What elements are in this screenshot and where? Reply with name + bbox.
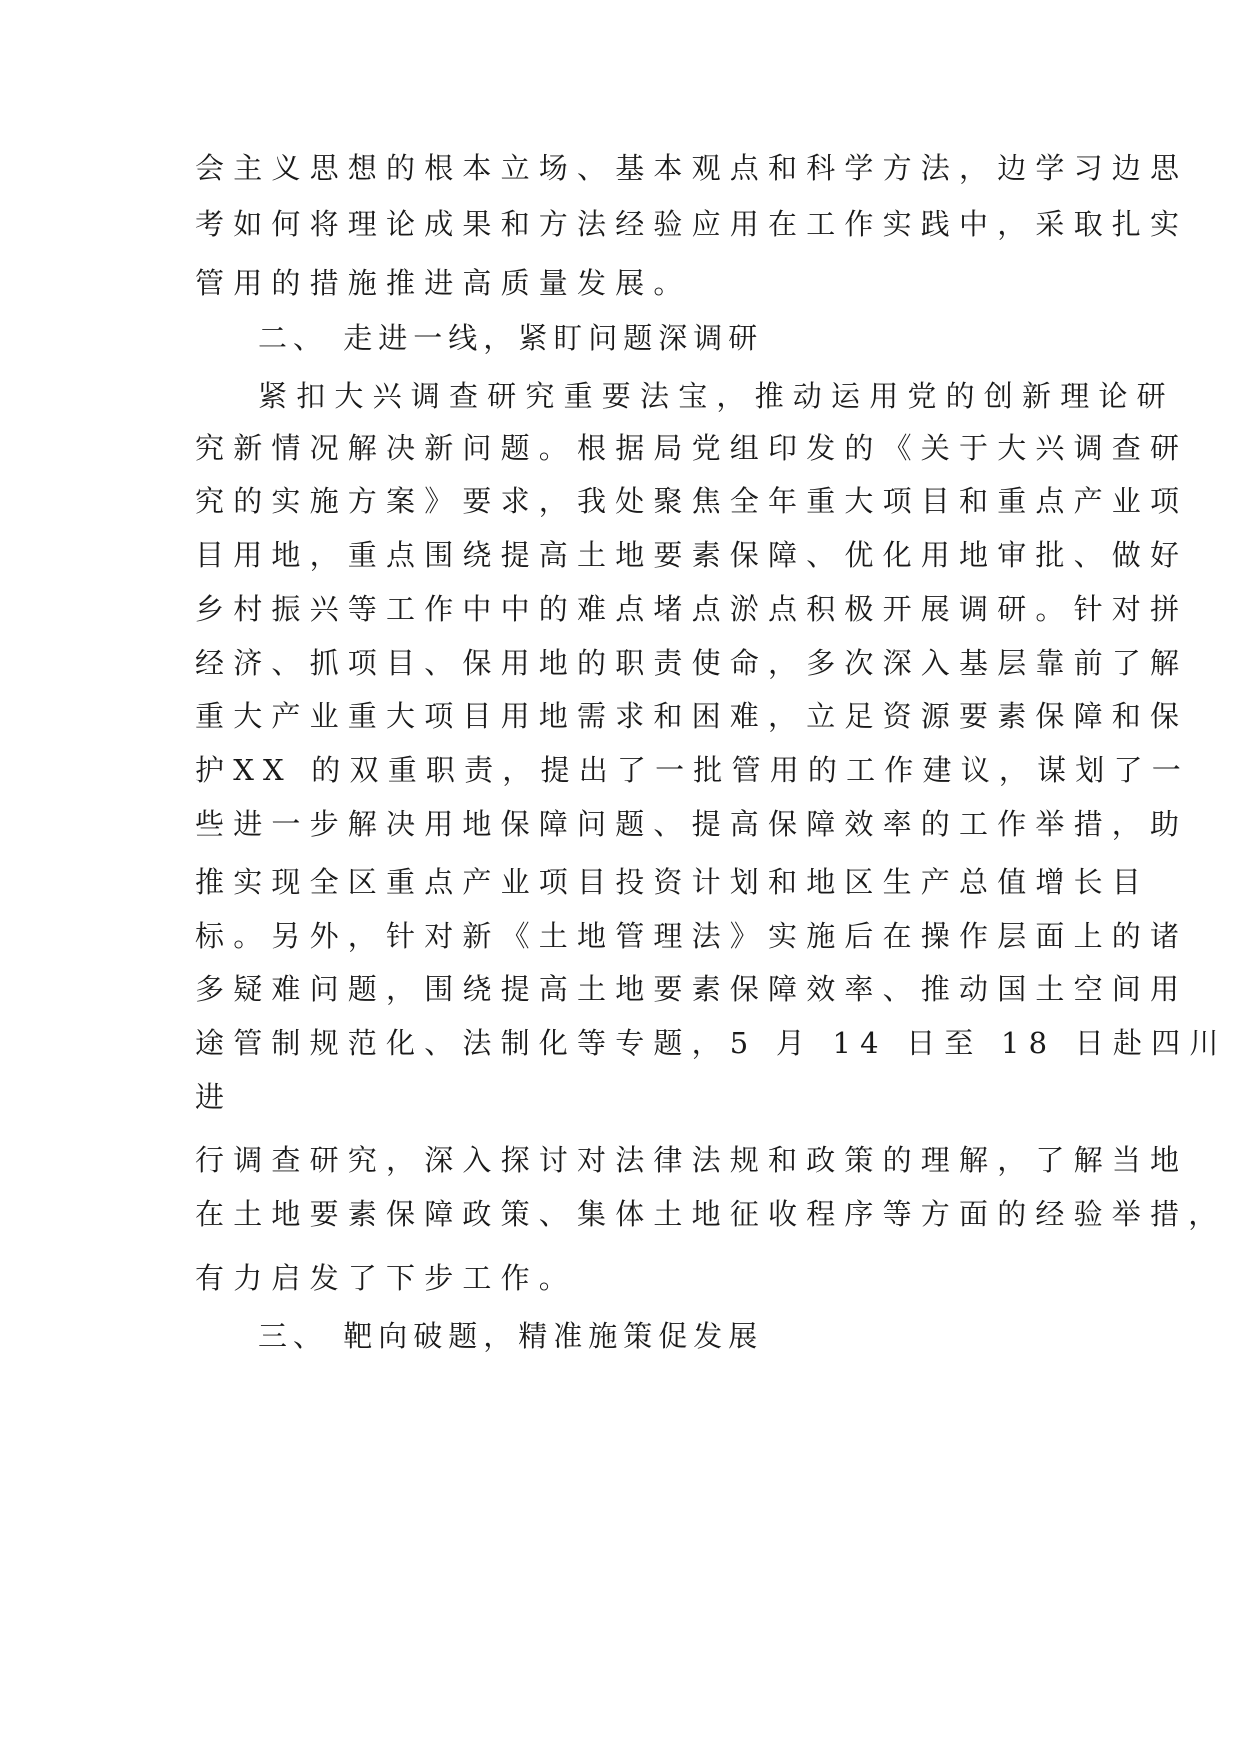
body-text-line: 紧扣大兴调查研究重要法宝，推动运用党的创新理论研 — [258, 379, 1175, 413]
body-text-line: 在土地要素保障政策、集体土地征收程序等方面的经验举措， — [195, 1197, 1227, 1231]
body-text-line: 行调查研究，深入探讨对法律法规和政策的理解，了解当地 — [195, 1143, 1189, 1177]
body-text-line: 有力启发了下步工作。 — [195, 1261, 578, 1295]
body-text-line: 些进一步解决用地保障问题、提高保障效率的工作举措，助 — [195, 807, 1189, 841]
body-text-line: 途管制规范化、法制化等专题，5 月 14 日至 18 日赴四川 — [195, 1026, 1228, 1060]
body-text-line: 推实现全区重点产业项目投资计划和地区生产总值增长目 — [195, 865, 1151, 899]
body-text-line: 进 — [195, 1080, 234, 1114]
body-text-line: 究新情况解决新问题。根据局党组印发的《关于大兴调查研 — [195, 431, 1189, 465]
body-text-line: 乡村振兴等工作中中的难点堵点淤点积极开展调研。针对拼 — [195, 592, 1189, 626]
body-text-line: 管用的措施推进高质量发展。 — [195, 266, 692, 300]
body-text-line: 多疑难问题，围绕提高土地要素保障效率、推动国土空间用 — [195, 972, 1189, 1006]
body-text-line: 标。另外，针对新《土地管理法》实施后在操作层面上的诸 — [195, 919, 1189, 953]
section-heading-2: 二、 走进一线，紧盯问题深调研 — [258, 321, 764, 355]
body-text-line: 经济、抓项目、保用地的职责使命，多次深入基层靠前了解 — [195, 646, 1189, 680]
body-text-line: 护XX 的双重职责，提出了一批管用的工作建议，谋划了一 — [195, 753, 1190, 787]
body-text-line: 会主义思想的根本立场、基本观点和科学方法，边学习边思 — [195, 151, 1189, 185]
body-text-line: 考如何将理论成果和方法经验应用在工作实践中，采取扎实 — [195, 207, 1189, 241]
body-text-line: 究的实施方案》要求，我处聚焦全年重大项目和重点产业项 — [195, 484, 1189, 518]
section-heading-3: 三、 靶向破题，精准施策促发展 — [258, 1319, 764, 1353]
body-text-line: 重大产业重大项目用地需求和困难，立足资源要素保障和保 — [195, 699, 1189, 733]
body-text-line: 目用地，重点围绕提高土地要素保障、优化用地审批、做好 — [195, 538, 1189, 572]
